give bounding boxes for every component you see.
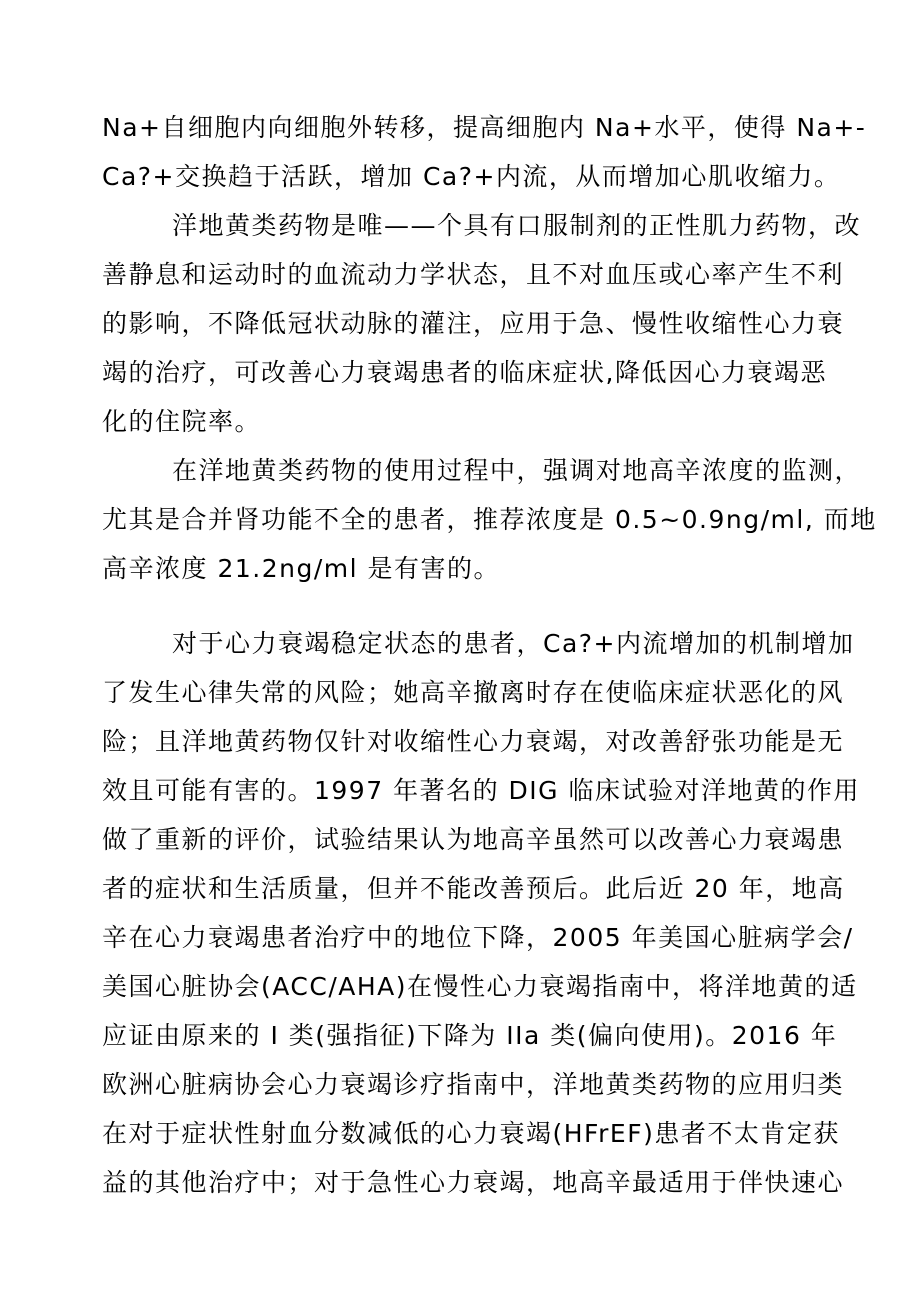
text-line: 高辛浓度 21.2ng/ml 是有害的。	[102, 554, 500, 583]
text-line: 益的其他治疗中；对于急性心力衰竭，地高辛最适用于伴快速心	[102, 1168, 845, 1197]
text-line: Na+自细胞内向细胞外转移，提高细胞内 Na+水平，使得 Na+-	[102, 113, 867, 142]
text-line: 美国心脏协会(ACC/AHA)在慢性心力衰竭指南中，将洋地黄的适	[102, 972, 858, 1001]
text-line: Ca?+交换趋于活跃，增加 Ca?+内流，从而增加心肌收缩力。	[102, 162, 841, 191]
text-line: 应证由原来的 I 类(强指征)下降为 IIa 类(偏向使用)。2016 年	[102, 1021, 838, 1050]
text-line: 善静息和运动时的血流动力学状态，且不对血压或心率产生不利	[102, 260, 845, 289]
text-line: 效且可能有害的。1997 年著名的 DIG 临床试验对洋地黄的作用	[102, 776, 860, 805]
text-line: 在对于症状性射血分数减低的心力衰竭(HFrEF)患者不太肯定获	[102, 1119, 840, 1148]
paragraph-3	[102, 446, 882, 593]
text-line: 了发生心律失常的风险；她高辛撤离时存在使临床症状恶化的风	[102, 678, 845, 707]
text-line: 竭的治疗，可改善心力衰竭患者的临床症状,降低因心力衰竭恶	[102, 358, 827, 387]
text-line: 洋地黄类药物是唯——个具有口服制剂的正性肌力药物，改	[172, 211, 862, 240]
text-line: 做了重新的评价，试验结果认为地高辛虽然可以改善心力衰竭患	[102, 825, 845, 854]
paragraph-4	[102, 619, 882, 1207]
text-line: 辛在心力衰竭患者治疗中的地位下降，2005 年美国心脏病学会/	[102, 923, 854, 952]
text-line: 险；且洋地黄药物仅针对收缩性心力衰竭，对改善舒张功能是无	[102, 727, 845, 756]
paragraph-1	[102, 103, 882, 201]
text-line: 欧洲心脏病协会心力衰竭诊疗指南中，洋地黄类药物的应用归类	[102, 1070, 845, 1099]
text-line: 尤其是合并肾功能不全的患者，推荐浓度是 0.5~0.9ng/ml, 而地	[102, 505, 877, 534]
text-line: 对于心力衰竭稳定状态的患者，Ca?+内流增加的机制增加	[172, 629, 855, 658]
paragraph-2	[102, 201, 882, 446]
text-line: 者的症状和生活质量，但并不能改善预后。此后近 20 年，地高	[102, 874, 845, 903]
text-line: 化的住院率。	[102, 407, 262, 436]
text-line: 的影响，不降低冠状动脉的灌注，应用于急、慢性收缩性心力衰	[102, 309, 845, 338]
text-line: 在洋地黄类药物的使用过程中，强调对地高辛浓度的监测，	[172, 456, 862, 485]
